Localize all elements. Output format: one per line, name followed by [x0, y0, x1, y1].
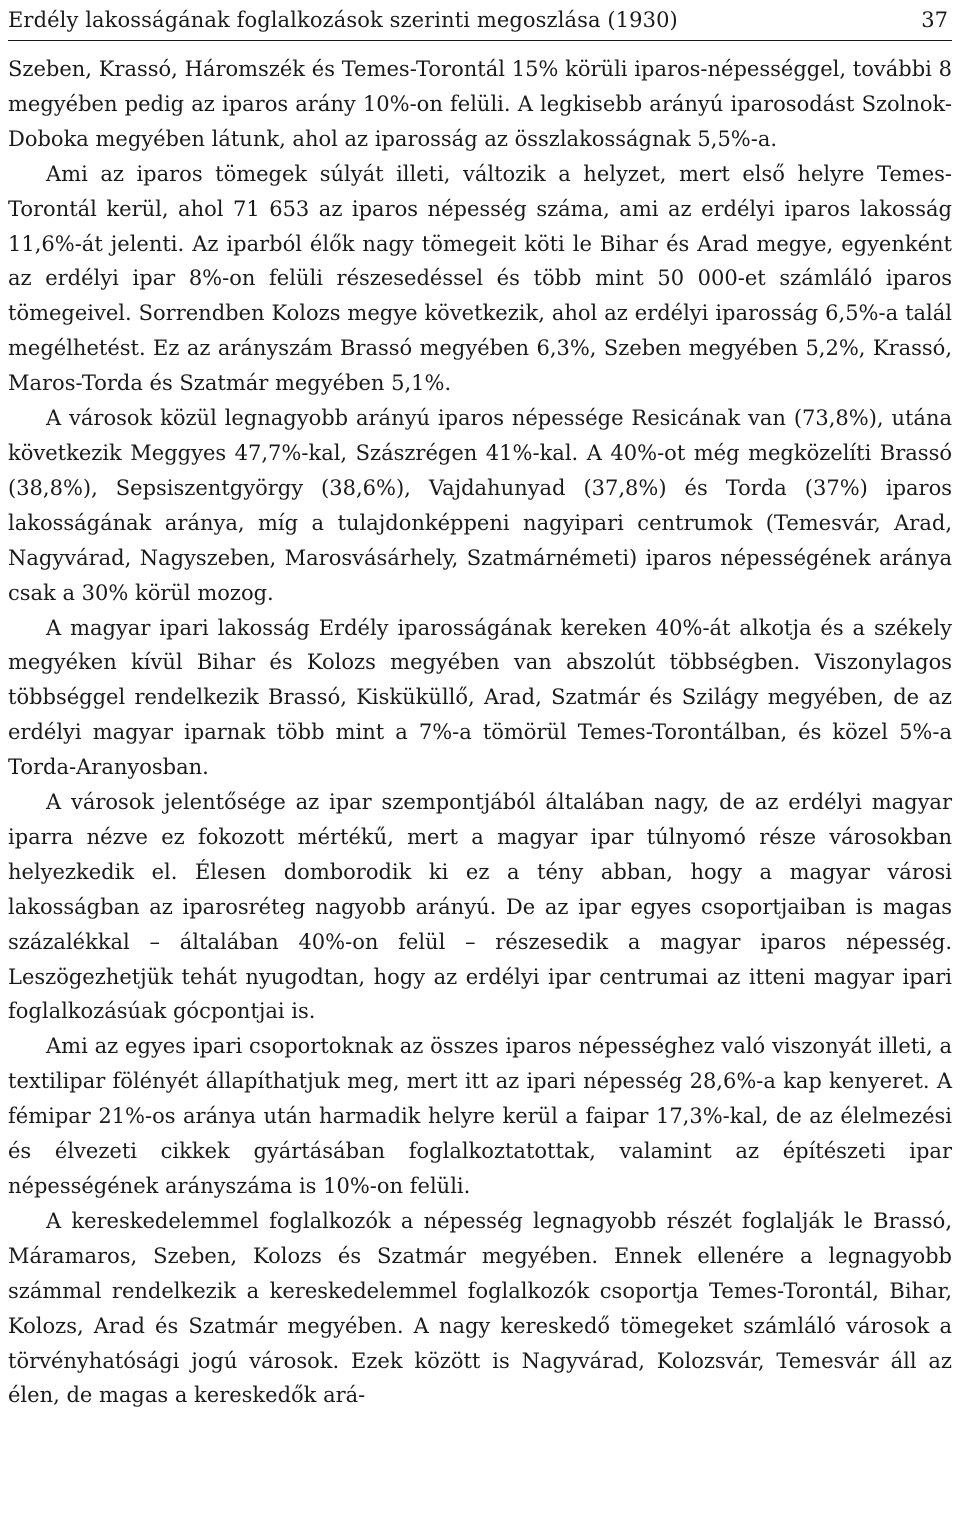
paragraph: Ami az egyes ipari csoportoknak az összes iparos népességhez való viszonyát illeti, a textilipar fölényét állapíthatjuk meg, mert itt az ipari népesség 28,6%-a kap kenyeret. A fémipar 21%-os aránya után harmadik helyre kerül a faipar 17,3%-kal, de az élelmezési és élvezeti cikkek gyártásában foglalkoztatottak, valamint az építészeti ipar népességének arányszáma is 10%-on felüli. [8, 1034, 952, 1198]
paragraph: A városok közül legnagyobb arányú iparos népessége Resicának van (73,8%), utána következik Meggyes 47,7%-kal, Szászrégen 41%-kal. A 40%-ot még megközelíti Brassó (38,8%), Sepsiszentgyörgy (38,6%), Vajdahunyad (37,8%) és Torda (37%) iparos lakosságának aránya, míg a tulajdonképpeni nagyipari centrumok (Temesvár, Arad, Nagyvárad, Nagyszeben, Marosvásárhely, Szatmárnémeti) iparos népességének aránya csak a 30% körül mozog. [8, 406, 952, 605]
paragraph: A kereskedelemmel foglalkozók a népesség legnagyobb részét foglalják le Brassó, Máramaros, Szeben, Kolozs és Szatmár megyében. Ennek ellenére a legnagyobb számmal rendelkezik a kereskedelemmel foglalkozók csoportja Temes-Torontál, Bihar, Kolozs, Arad és Szatmár megyében. A nagy kereskedő tömegeket számláló városok a törvényhatósági jogú városok. Ezek között is Nagyvárad, Kolozsvár, Temesvár áll az élen, de magas a kereskedők ará- [8, 1208, 952, 1408]
chapter-title: Erdély lakosságának foglalkozások szerinti megoszlása (1930) [8, 8, 678, 32]
page-number: 37 [921, 8, 948, 32]
paragraph: Szeben, Krassó, Háromszék és Temes-Torontál 15% körüli iparos-népességgel, további 8 megyében pedig az iparos arány 10%-on felüli. A legkisebb arányú iparosodást Szolnok-Doboka megyében látunk, ahol az iparosság az összlakosságnak 5,5%-a. [8, 57, 952, 151]
body-text [8, 52, 952, 1413]
paragraph: A magyar ipari lakosság Erdély iparosságának kereken 40%-át alkotja és a székely megyéken kívül Bihar és Kolozs megyében van abszolút többségben. Viszonylagos többséggel rendelkezik Brassó, Kisküküllő, Arad, Szatmár és Szilágy megyében, de az erdélyi magyar iparnak több mint a 7%-a tömörül Temes-Torontálban, és közel 5%-a Torda-Aranyosban. [8, 615, 952, 780]
paragraph: A városok jelentősége az ipar szempontjából általában nagy, de az erdélyi magyar iparra nézve ez fokozott mértékű, mert a magyar ipar túlnyomó része városokban helyezkedik el. Élesen domborodik ki ez a tény abban, hogy a magyar városi lakosságban az iparosréteg nagyobb arányú. De az ipar egyes csoportjaiban is magas százalékkal – általában 40%-on felül – részesedik a magyar iparos népesség. Leszögezhetjük tehát nyugodtan, hogy az erdélyi ipar centrumai az itteni magyar ipari foglalkozásúak gócpontjai is. [8, 790, 952, 1024]
running-header [8, 0, 952, 41]
paragraph: Ami az iparos tömegek súlyát illeti, változik a helyzet, mert első helyre Temes-Torontál kerül, ahol 71 653 az iparos népesség száma, ami az erdélyi iparos lakosság 11,6%-át jelenti. Az iparból élők nagy tömegeit köti le Bihar és Arad megye, egyenként az erdélyi ipar 8%-on felüli részesedéssel és több mint 50 000-et számláló iparos tömegeivel. Sorrendben Kolozs megye következik, ahol az erdélyi iparosság 6,5%-a talál megélhetést. Ez az arányszám Brassó megyében 6,3%, Szeben megyében 5,2%, Krassó, Maros-Torda és Szatmár megyében 5,1%. [8, 161, 952, 396]
